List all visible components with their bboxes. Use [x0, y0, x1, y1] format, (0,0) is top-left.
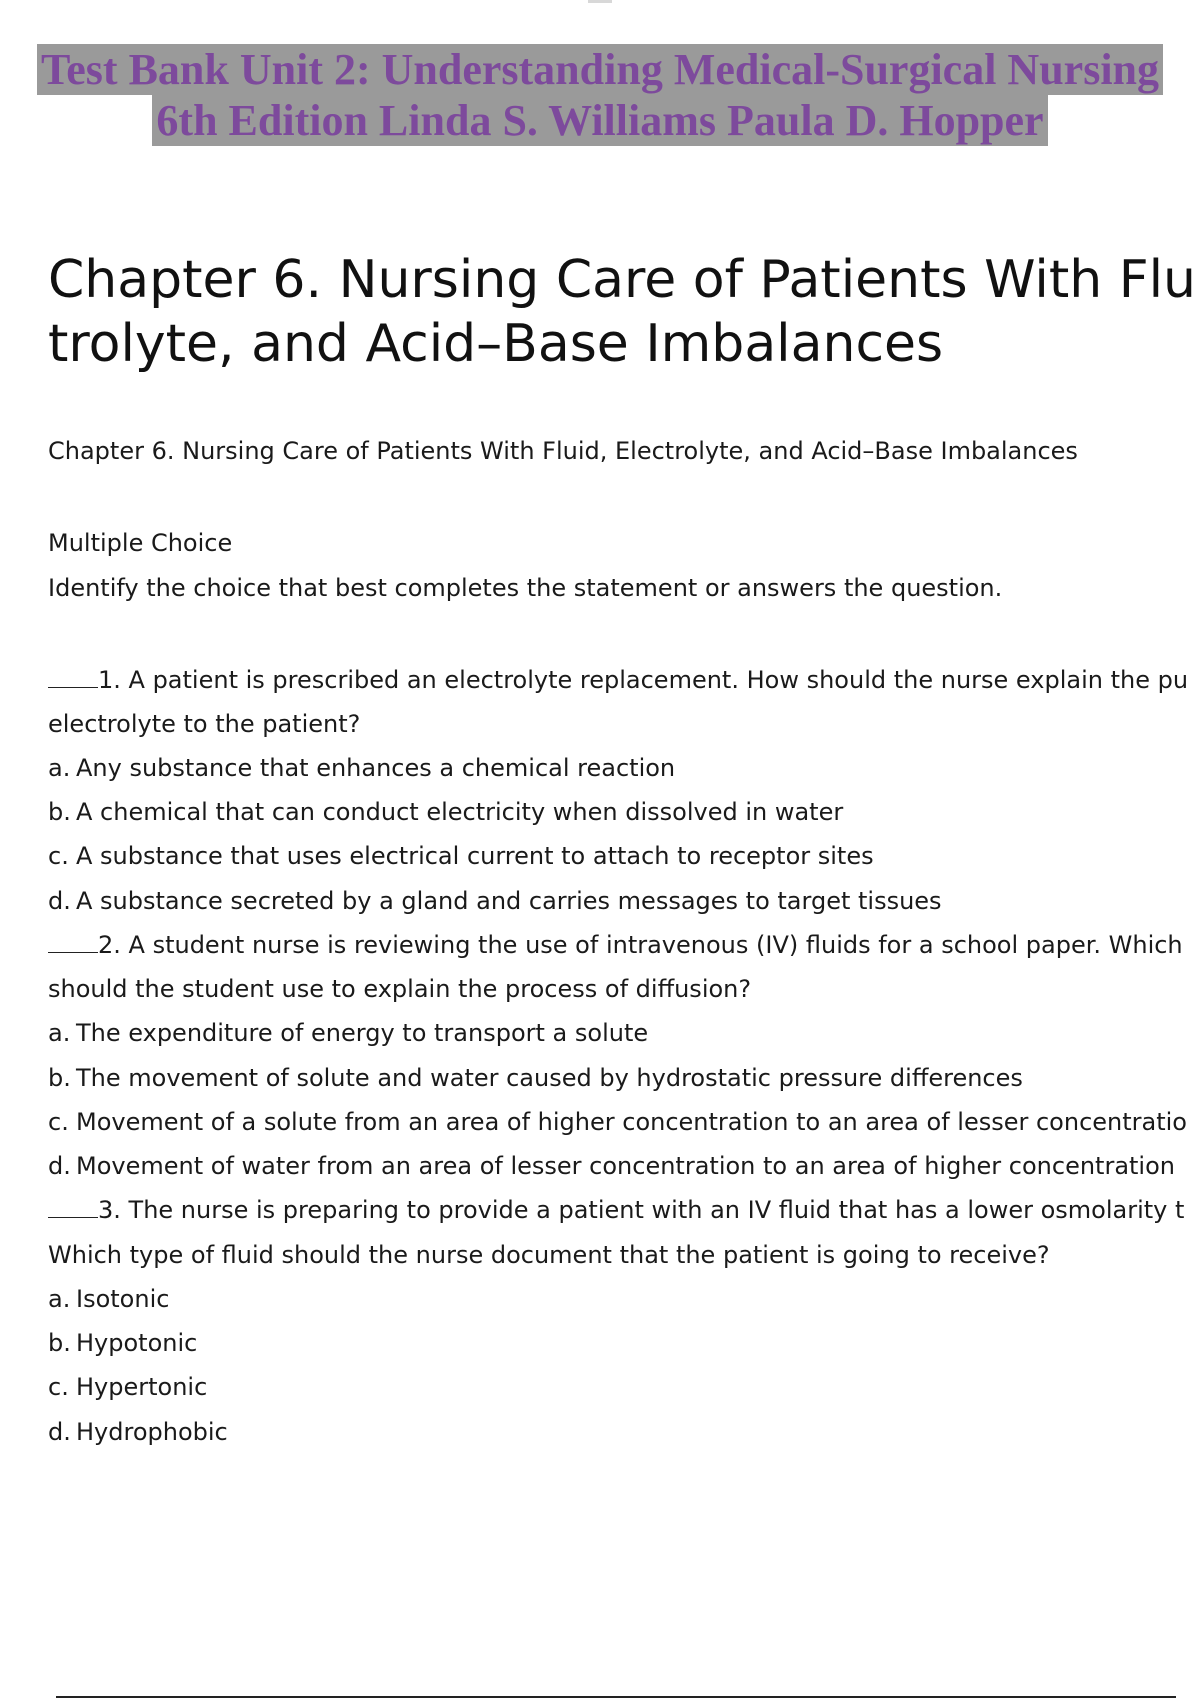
option-d — [48, 1417, 228, 1447]
title-line-2: 6th Edition Linda S. Williams Paula D. Hopper — [152, 95, 1047, 146]
instructions: Identify the choice that best completes the statement or answers the question. — [48, 574, 1003, 602]
answer-blank — [48, 1195, 98, 1218]
option-text: Hypotonic — [76, 1329, 198, 1357]
option-letter: a. — [48, 1285, 71, 1313]
option-text: Movement of a solute from an area of higher concentration to an area of lesser concentratio — [76, 1108, 1187, 1136]
option-text: Hypertonic — [76, 1373, 208, 1401]
question-3 — [48, 1195, 1184, 1225]
option-c — [48, 1372, 207, 1402]
answer-blank — [48, 665, 98, 688]
question-2 — [48, 930, 1183, 960]
option-b — [48, 1063, 1023, 1093]
option-letter: a. — [48, 754, 71, 782]
option-letter: c. — [48, 1373, 69, 1401]
option-d — [48, 886, 942, 916]
question-text-line-2: should the student use to explain the process of diﬀusion? — [48, 975, 752, 1003]
question-text-line-1: 2. A student nurse is reviewing the use of intravenous (IV) ﬂuids for a school paper. Which — [98, 931, 1183, 959]
option-text: Isotonic — [76, 1285, 170, 1313]
option-letter: d. — [48, 1152, 71, 1180]
question-text-line-2: electrolyte to the patient? — [48, 710, 361, 738]
page-top-mark — [588, 0, 612, 3]
question-1 — [48, 665, 1188, 695]
option-letter: b. — [48, 1329, 71, 1357]
answer-blank — [48, 930, 98, 953]
document-title — [0, 44, 1200, 146]
option-text: A chemical that can conduct electricity when dissolved in water — [76, 798, 844, 826]
option-text: Any substance that enhances a chemical reaction — [76, 754, 676, 782]
option-c — [48, 841, 874, 871]
option-letter: c. — [48, 1108, 69, 1136]
option-a — [48, 753, 675, 783]
chapter-heading-line-2: trolyte, and Acid–Base Imbalances — [48, 314, 944, 374]
option-text: A substance secreted by a gland and carries messages to target tissues — [76, 887, 942, 915]
option-letter: d. — [48, 1418, 71, 1446]
chapter-heading — [48, 248, 1200, 376]
option-a — [48, 1284, 169, 1314]
option-text: The movement of solute and water caused by hydrostatic pressure diﬀerences — [76, 1064, 1023, 1092]
option-text: Movement of water from an area of lesser concentration to an area of higher concentration — [76, 1152, 1175, 1180]
question-text-line-1: 1. A patient is prescribed an electrolyte replacement. How should the nurse explain the pu — [98, 666, 1189, 694]
title-line-1: Test Bank Unit 2: Understanding Medical-Surgical Nursing — [37, 44, 1163, 95]
option-text: The expenditure of energy to transport a solute — [76, 1019, 649, 1047]
bottom-divider — [56, 1696, 1176, 1698]
question-text-line-1: 3. The nurse is preparing to provide a patient with an IV ﬂuid that has a lower osmolarity t — [98, 1196, 1185, 1224]
option-c — [48, 1107, 1187, 1137]
question-text-line-2: Which type of ﬂuid should the nurse document that the patient is going to receive? — [48, 1241, 1050, 1269]
option-letter: c. — [48, 842, 69, 870]
option-text: Hydrophobic — [76, 1418, 228, 1446]
option-text: A substance that uses electrical current to attach to receptor sites — [76, 842, 874, 870]
option-d — [48, 1151, 1175, 1181]
option-letter: a. — [48, 1019, 71, 1047]
option-letter: b. — [48, 798, 71, 826]
option-a — [48, 1018, 648, 1048]
chapter-heading-line-1: Chapter 6. Nursing Care of Patients With Flu — [48, 250, 1197, 310]
option-letter: b. — [48, 1064, 71, 1092]
section-title: Multiple Choice — [48, 529, 233, 557]
chapter-subheading: Chapter 6. Nursing Care of Patients With Fluid, Electrolyte, and Acid–Base Imbalances — [48, 437, 1078, 465]
option-b — [48, 1328, 197, 1358]
option-b — [48, 797, 843, 827]
option-letter: d. — [48, 887, 71, 915]
